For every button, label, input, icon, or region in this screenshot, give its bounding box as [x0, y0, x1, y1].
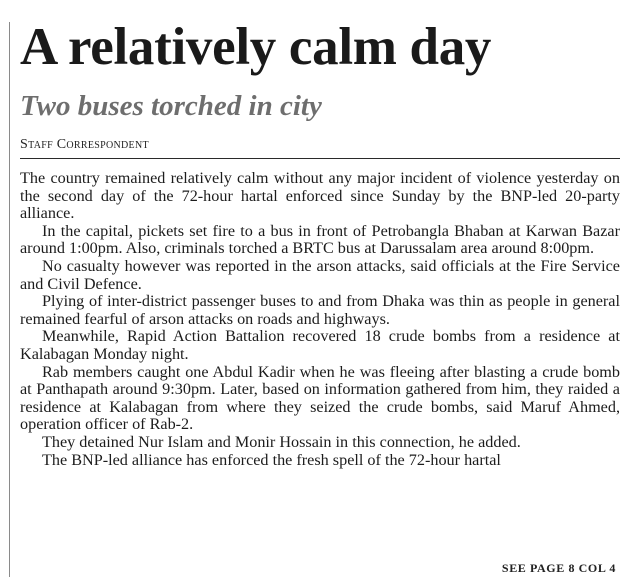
headline: A relatively calm day	[20, 18, 492, 76]
byline-divider	[20, 158, 620, 159]
paragraph: The BNP-led alliance has enforced the fresh spell of the 72-hour hartal	[42, 450, 501, 469]
paragraph: Plying of inter-district passenger buses to and from Dhaka was thin as people in general remained fearful of arson attacks on roads and highways.	[20, 292, 620, 328]
continuation-jump-link[interactable]: SEE PAGE 8 COL 4	[501, 561, 616, 575]
paragraph: The country remained relatively calm without any major incident of violence yesterday on the second day of the 72-hour hartal enforced since Sunday by the BNP-led 20-party alliance.	[20, 169, 620, 223]
byline: Staff Correspondent	[20, 137, 149, 152]
subheadline: Two buses torched in city	[20, 90, 322, 122]
paragraph: No casualty however was reported in the arson attacks, said officials at the Fire Service and Civil Defence.	[20, 256, 620, 293]
paragraph: Meanwhile, Rapid Action Battalion recovered 18 crude bombs from a residence at Kalabagan Monday night.	[20, 327, 620, 363]
paragraph: Rab members caught one Abdul Kadir when he was fleeing after blasting a crude bomb at Panthapath around 9:30pm. Later, based on information gathered from him, they raided a residence at Kalabagan from where they seized the crude bombs, said Maruf Ahmed, operation officer of Rab-2.	[20, 362, 620, 434]
paragraph: In the capital, pickets set fire to a bus in front of Petrobangla Bhaban at Karwan Bazar around 1:00pm. Also, criminals torched a BRTC bus at Darussalam area around 8:00pm.	[20, 221, 620, 258]
article-body	[20, 170, 620, 469]
column-divider	[9, 22, 10, 577]
paragraph: They detained Nur Islam and Monir Hossain in this connection, he added.	[42, 432, 521, 451]
